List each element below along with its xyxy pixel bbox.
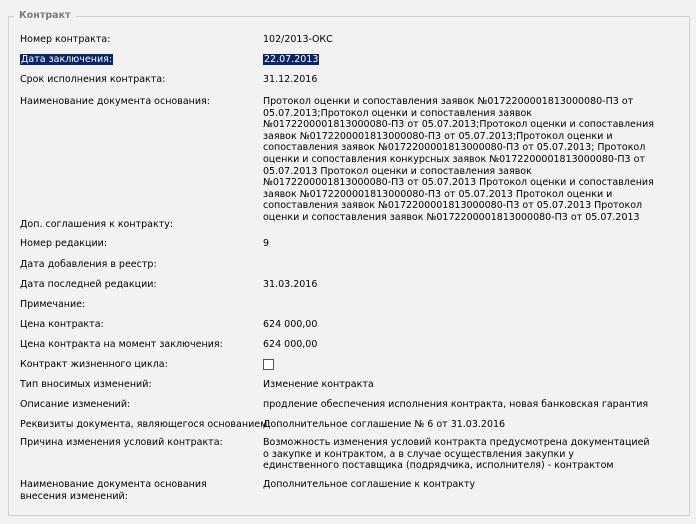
conclusion-date-value: 22.07.2013 bbox=[264, 54, 319, 65]
row-change-type bbox=[20, 379, 688, 391]
section-title: Контракт bbox=[14, 9, 76, 23]
row-change-basis-doc-name bbox=[20, 479, 688, 505]
change-description-label: Описание изменений: bbox=[20, 399, 131, 410]
note-label: Примечание: bbox=[20, 299, 86, 310]
basis-document-label: Наименование документа основания: bbox=[20, 96, 210, 107]
basis-doc-details-label: Реквизиты документа, являющегося основанием: bbox=[20, 419, 271, 430]
row-registry-add-date bbox=[20, 259, 688, 271]
contract-price-value: 624 000,00 bbox=[263, 319, 318, 330]
basis-doc-details-value: Дополнительное соглашение № 6 от 31.03.2016 bbox=[263, 419, 506, 430]
execution-term-value: 31.12.2016 bbox=[263, 74, 318, 85]
row-conclusion-date bbox=[20, 54, 688, 66]
row-revision-number bbox=[20, 238, 688, 250]
row-contract-number bbox=[20, 34, 688, 46]
additional-agreements-label: Доп. соглашения к контракту: bbox=[20, 219, 174, 230]
conclusion-date-label: Дата заключения: bbox=[21, 54, 113, 65]
change-reason-label: Причина изменения условий контракта: bbox=[20, 437, 223, 448]
row-last-revision-date bbox=[20, 279, 688, 291]
row-change-description bbox=[20, 399, 688, 411]
row-contract-price bbox=[20, 319, 688, 331]
change-type-value: Изменение контракта bbox=[263, 379, 374, 390]
last-revision-date-value: 31.03.2016 bbox=[263, 279, 318, 290]
contract-number-label: Номер контракта: bbox=[20, 34, 111, 45]
row-change-reason bbox=[20, 437, 688, 473]
basis-document-value: Протокол оценки и сопоставления заявок №0172200001813000080-П3 от 05.07.2013;Протокол оценки и сопоставления заявок №0172200001813000080-П3 от 05.07.2013;Протокол оценки и сопоставления заявок №0172200001813000080-П3 от 05.07.2013;Протокол оценки и сопоставления заявок №0172200001813000080-П3 от 05.07.2013; Протокол оценки и сопоставления конкурсных заявок №0172200001813000080-П3 от 05.07.2013 Протокол оценки и сопоставления заявок №0172200001813000080-П3 от 05.07.2013 Протокол оценки и сопоставления заявок №0172200001813000080-П3 от 05.07.2013 Протокол оценки и сопоставления заявок №0172200001813000080-П3 от 05.07.2013 Протокол оценки и сопоставления заявок №0172200001813000080-П3 от 05.07.2013 bbox=[263, 96, 655, 223]
change-reason-value: Возможность изменения условий контракта предусмотрена документацией о закупке и контрактом, а в случае осуществления закупки у единственного поставщика (подрядчика, исполнителя) - контрактом bbox=[263, 437, 650, 472]
registry-add-date-label: Дата добавления в реестр: bbox=[20, 259, 157, 270]
price-at-conclusion-value: 624 000,00 bbox=[263, 339, 318, 350]
change-basis-doc-name-value: Дополнительное соглашение к контракту bbox=[263, 479, 476, 490]
revision-number-value: 9 bbox=[263, 238, 270, 249]
life-cycle-contract-label: Контракт жизненного цикла: bbox=[20, 359, 168, 370]
change-type-label: Тип вносимых изменений: bbox=[20, 379, 152, 390]
row-life-cycle-contract bbox=[20, 359, 688, 371]
row-execution-term bbox=[20, 74, 688, 86]
life-cycle-contract-checkbox[interactable] bbox=[263, 359, 274, 370]
price-at-conclusion-label: Цена контракта на момент заключения: bbox=[20, 339, 223, 350]
row-basis-doc-details bbox=[20, 419, 688, 431]
row-note bbox=[20, 299, 688, 311]
contract-number-value: 102/2013-ОКС bbox=[263, 34, 333, 45]
change-description-value: продление обеспечения исполнения контракта, новая банковская гарантия bbox=[263, 399, 649, 410]
execution-term-label: Срок исполнения контракта: bbox=[20, 74, 166, 85]
row-additional-agreements bbox=[20, 219, 688, 231]
contract-price-label: Цена контракта: bbox=[20, 319, 104, 330]
change-basis-doc-name-label: Наименование документа основания внесения изменений: bbox=[20, 479, 207, 502]
row-basis-document bbox=[20, 96, 688, 223]
last-revision-date-label: Дата последней редакции: bbox=[20, 279, 157, 290]
revision-number-label: Номер редакции: bbox=[20, 238, 108, 249]
row-price-at-conclusion bbox=[20, 339, 688, 351]
